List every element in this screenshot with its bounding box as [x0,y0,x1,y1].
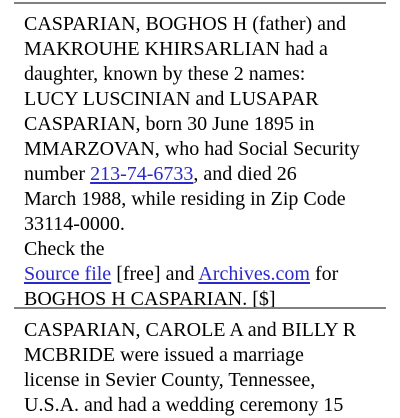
record-line: MMARZOVAN, who had Social Security [24,138,360,160]
record-line: BOGHOS H CASPARIAN. [$] [24,288,276,310]
record-line: 33114-0000. [24,213,125,235]
record-line: daughter, known by these 2 names: [24,63,306,85]
record-line-ssn [24,162,394,187]
sources-mid-text: [free] and [111,263,199,285]
ssn-suffix-text: , and died 26 [193,163,297,185]
record-line: MCBRIDE were issued a marriage [24,344,304,366]
record-line: license in Sevier County, Tennessee, [24,369,316,391]
record-entry-casparian-carole [24,318,394,418]
source-file-link[interactable]: Source file [24,263,112,285]
record-line: CASPARIAN, BOGHOS H (father) and [24,13,347,35]
record-line: LUCY LUSCINIAN and LUSAPAR [24,88,319,110]
ssn-prefix-text: number [24,163,91,185]
record-line: Check the [24,238,105,260]
record-line-sources [24,262,394,287]
sources-suffix-text: for [310,263,339,285]
record-line: March 1988, while residing in Zip Code [24,188,346,210]
record-line: CASPARIAN, CAROLE A and BILLY R [24,319,357,341]
archives-link[interactable]: Archives.com [198,263,310,285]
record-line: MAKROUHE KHIRSARLIAN had a [24,38,328,60]
ssn-link[interactable]: 213-74-6733 [90,163,194,185]
record-line: CASPARIAN, born 30 June 1895 in [24,113,315,135]
top-divider [14,2,386,4]
record-entry-casparian-boghos [24,12,394,312]
record-line: U.S.A. and had a wedding ceremony 15 [24,394,344,416]
record-divider [14,307,386,309]
